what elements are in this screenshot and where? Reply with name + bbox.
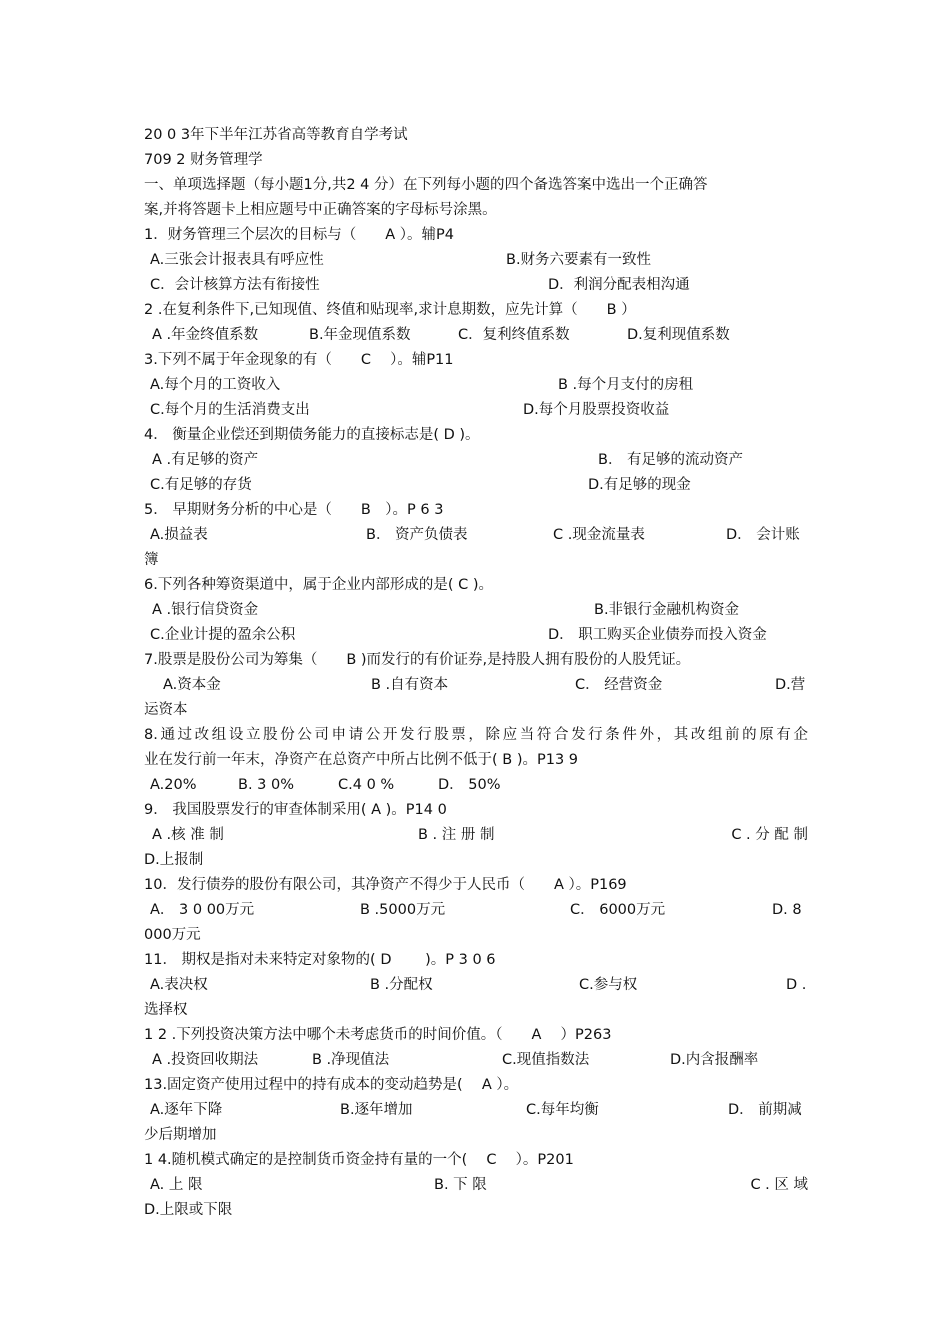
question-5-stem: 5． 早期财务分析的中心是（ B ）。P 6 3 bbox=[144, 502, 444, 518]
question-8-options bbox=[144, 773, 808, 798]
option-b: B .5000万元 bbox=[360, 902, 446, 918]
option-d: D.内含报酬率 bbox=[670, 1052, 759, 1068]
question-13-cont: 少后期增加 bbox=[144, 1127, 217, 1143]
question-6-options-row1 bbox=[144, 598, 808, 623]
option-a: A .核 准 制 bbox=[152, 827, 224, 843]
option-a: A .年金终值系数 bbox=[152, 327, 259, 343]
question-9-stem: 9． 我国股票发行的审查体制采用( A )。P14 0 bbox=[144, 802, 447, 818]
option-b: B .每个月支付的房租 bbox=[558, 377, 694, 393]
option-b: B .分配权 bbox=[370, 977, 433, 993]
option-c: C.现值指数法 bbox=[502, 1052, 590, 1068]
question-9-options bbox=[144, 823, 808, 848]
question-12-stem: 1 2 .下列投资决策方法中哪个未考虑货币的时间价值。（ A ）P263 bbox=[144, 1027, 612, 1043]
option-b: B . 注 册 制 bbox=[418, 827, 495, 843]
question-11-stem: 11． 期权是指对未来特定对象物的( D )。P 3 0 6 bbox=[144, 952, 496, 968]
option-a: A.逐年下降 bbox=[150, 1102, 223, 1118]
question-4-options-row2 bbox=[144, 473, 808, 498]
question-5-options bbox=[144, 523, 808, 548]
option-d: D. 8 bbox=[772, 902, 802, 918]
option-d: D.复利现值系数 bbox=[627, 327, 730, 343]
question-3-options-row1 bbox=[144, 373, 808, 398]
question-4-options-row1 bbox=[144, 448, 808, 473]
option-a: A． 3 0 00万元 bbox=[150, 902, 255, 918]
option-b: B. 下 限 bbox=[434, 1177, 487, 1193]
option-b: B． 有足够的流动资产 bbox=[598, 452, 744, 468]
question-14-options bbox=[144, 1173, 808, 1198]
exam-title: 20 0 3年下半年江苏省高等教育自学考试 bbox=[144, 127, 408, 143]
option-a: A .有足够的资产 bbox=[152, 452, 259, 468]
question-10-cont: 000万元 bbox=[144, 927, 201, 943]
option-b: B.非银行金融机构资金 bbox=[594, 602, 740, 618]
question-13-stem: 13.固定资产使用过程中的持有成本的变动趋势是( A ）。 bbox=[144, 1077, 519, 1093]
option-c: C． 经营资金 bbox=[575, 677, 663, 693]
option-a: A.表决权 bbox=[150, 977, 208, 993]
question-7-cont: 运资本 bbox=[144, 702, 188, 718]
question-7-options bbox=[144, 673, 808, 698]
question-8-stem-cont: 业在发行前一年末，净资产在总资产中所占比例不低于( B )。P13 9 bbox=[144, 752, 579, 768]
question-1-options-row2 bbox=[144, 273, 808, 298]
option-b: B.逐年增加 bbox=[340, 1102, 413, 1118]
option-a: A.资本金 bbox=[163, 677, 221, 693]
option-c: C . 分 配 制 bbox=[731, 827, 808, 843]
option-c: C．复利终值系数 bbox=[458, 327, 570, 343]
option-a: A .投资回收期法 bbox=[152, 1052, 259, 1068]
question-13-options bbox=[144, 1098, 808, 1123]
question-10-stem: 10．发行债券的股份有限公司，其净资产不得少于人民币（ A ）。P169 bbox=[144, 877, 627, 893]
option-d: D． 50% bbox=[438, 777, 501, 793]
option-c: C.参与权 bbox=[579, 977, 638, 993]
exam-subject: 709 2 财务管理学 bbox=[144, 152, 263, 168]
question-14-stem: 1 4.随机模式确定的是控制货币资金持有量的一个( C ）。P201 bbox=[144, 1152, 574, 1168]
option-c: C . 区 域 bbox=[750, 1177, 808, 1193]
question-6-stem: 6.下列各种筹资渠道中，属于企业内部形成的是( C )。 bbox=[144, 577, 493, 593]
option-a: A.三张会计报表具有呼应性 bbox=[150, 252, 324, 268]
question-10-options bbox=[144, 898, 808, 923]
option-d: D.每个月股票投资收益 bbox=[523, 402, 670, 418]
question-7-stem: 7.股票是股份公司为筹集（ B )而发行的有价证券,是持股人拥有股份的人股凭证。 bbox=[144, 652, 691, 668]
option-d: D． 职工购买企业债券而投入资金 bbox=[548, 627, 767, 643]
question-5-cont: 簿 bbox=[144, 552, 159, 568]
question-9-cont: D.上报制 bbox=[144, 852, 204, 868]
question-11-cont: 选择权 bbox=[144, 1002, 188, 1018]
option-b: B.年金现值系数 bbox=[309, 327, 411, 343]
option-a: A.损益表 bbox=[150, 527, 208, 543]
option-a: A. 上 限 bbox=[150, 1177, 203, 1193]
option-c: C.每年均衡 bbox=[526, 1102, 599, 1118]
option-b: B. 3 0% bbox=[238, 777, 295, 793]
question-1-options-row1 bbox=[144, 248, 808, 273]
question-12-options bbox=[144, 1048, 808, 1073]
option-c: C.企业计提的盈余公积 bbox=[150, 627, 296, 643]
option-b: B .净现值法 bbox=[312, 1052, 390, 1068]
option-a: A .银行信贷资金 bbox=[152, 602, 259, 618]
section-heading-cont: 案,并将答题卡上相应题号中正确答案的字母标号涂黑。 bbox=[144, 202, 497, 218]
question-11-options bbox=[144, 973, 808, 998]
question-3-options-row2 bbox=[144, 398, 808, 423]
option-c: C．会计核算方法有衔接性 bbox=[150, 277, 320, 293]
option-c: C． 6000万元 bbox=[570, 902, 666, 918]
question-14-cont: D.上限或下限 bbox=[144, 1202, 233, 1218]
question-3-stem: 3.下列不属于年金现象的有（ C ）。辅P11 bbox=[144, 352, 454, 368]
option-d: D . bbox=[786, 977, 807, 993]
option-c: C.有足够的存货 bbox=[150, 477, 252, 493]
option-d: D.营 bbox=[775, 677, 806, 693]
option-b: B .自有资本 bbox=[371, 677, 449, 693]
option-c: C.每个月的生活消费支出 bbox=[150, 402, 310, 418]
option-b: B.财务六要素有一致性 bbox=[506, 252, 652, 268]
option-c: C .现金流量表 bbox=[553, 527, 645, 543]
option-d: D．利润分配表相沟通 bbox=[548, 277, 690, 293]
section-heading: 一、单项选择题（每小题1分,共2 4 分）在下列每小题的四个备选答案中选出一个正确答 bbox=[144, 177, 708, 193]
option-b: B． 资产负债表 bbox=[366, 527, 468, 543]
question-4-stem: 4． 衡量企业偿还到期债务能力的直接标志是( D )。 bbox=[144, 427, 480, 443]
question-8-stem: 8.通过改组设立股份公司申请公开发行股票，除应当符合发行条件外，其改组前的原有企 bbox=[144, 727, 808, 743]
option-a: A.20% bbox=[150, 777, 197, 793]
option-d: D． 前期减 bbox=[728, 1102, 802, 1118]
option-d: D． 会计账 bbox=[726, 527, 800, 543]
option-c: C.4 0 % bbox=[338, 777, 395, 793]
question-6-options-row2 bbox=[144, 623, 808, 648]
option-a: A.每个月的工资收入 bbox=[150, 377, 281, 393]
question-1-stem: 1．财务管理三个层次的目标与（ A ）。辅P4 bbox=[144, 227, 454, 243]
question-2-stem: 2 .在复利条件下,已知现值、终值和贴现率,求计息期数，应先计算（ B ） bbox=[144, 302, 636, 318]
option-d: D.有足够的现金 bbox=[588, 477, 691, 493]
question-2-options bbox=[144, 323, 808, 348]
